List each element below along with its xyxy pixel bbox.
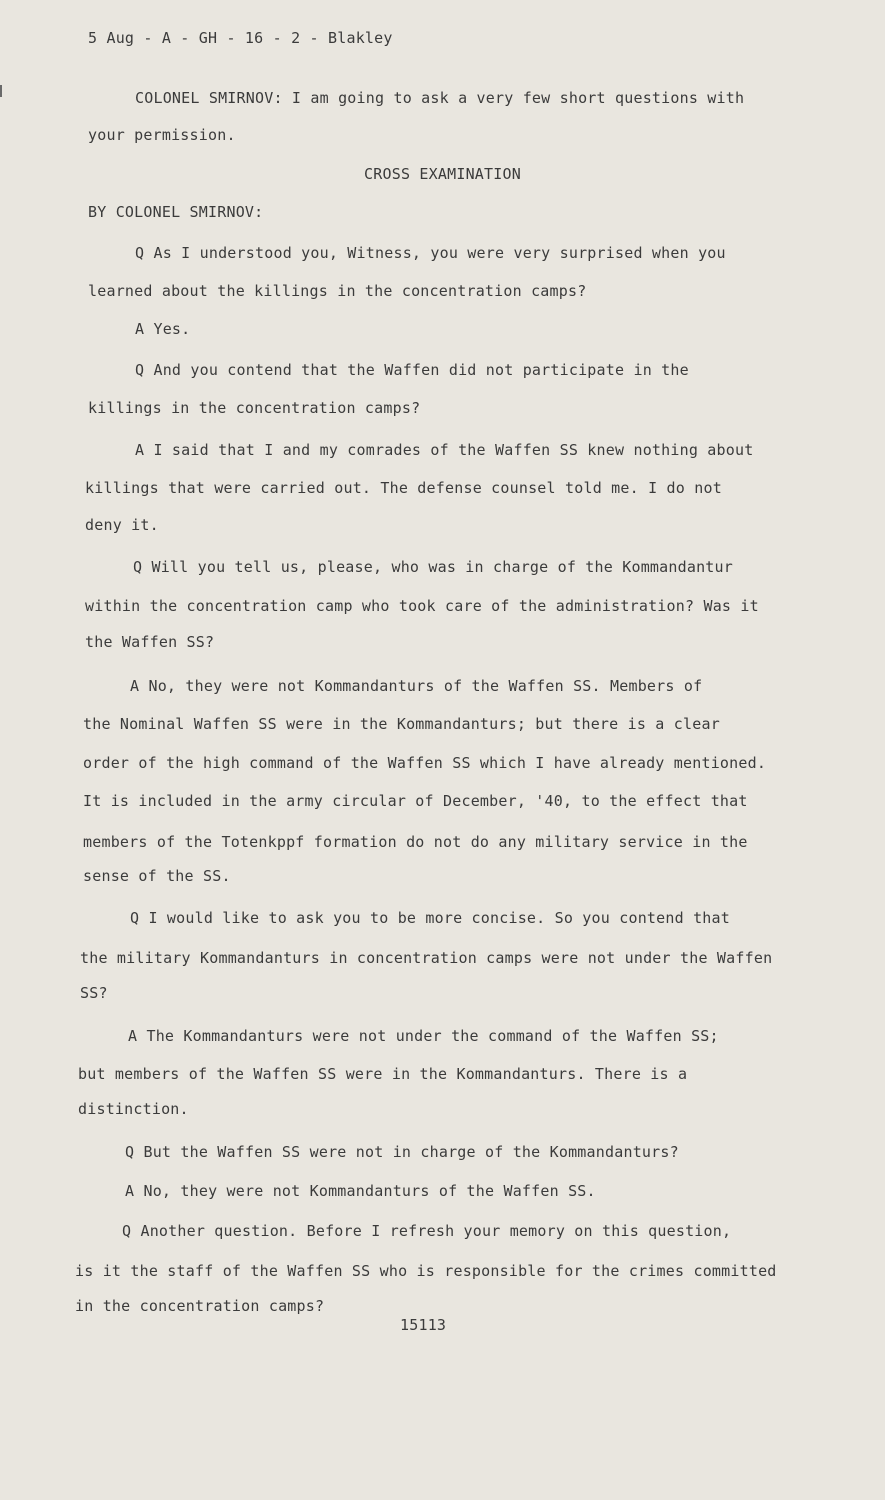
text-line: deny it. <box>85 516 159 534</box>
text-line: distinction. <box>78 1100 189 1118</box>
question-line: Q As I understood you, Witness, you were very surprised when you <box>135 244 726 262</box>
text-line: the Waffen SS? <box>85 633 215 651</box>
answer-line: A I said that I and my comrades of the Waffen SS knew nothing about <box>135 441 754 459</box>
text-line: BY COLONEL SMIRNOV: <box>88 203 264 221</box>
text-line: the Nominal Waffen SS were in the Kommandanturs; but there is a clear <box>83 715 720 733</box>
answer-line: A No, they were not Kommandanturs of the Waffen SS. Members of <box>130 677 703 695</box>
question-line: Q And you contend that the Waffen did not participate in the <box>135 361 689 379</box>
text-line: SS? <box>80 984 108 1002</box>
text-line: learned about the killings in the concentration camps? <box>88 282 587 300</box>
section-heading: CROSS EXAMINATION <box>364 165 521 183</box>
text-line: in the concentration camps? <box>75 1297 325 1315</box>
margin-mark <box>0 85 2 97</box>
page-number: 15113 <box>400 1316 447 1334</box>
answer-line: A Yes. <box>135 320 191 338</box>
question-line: Q Will you tell us, please, who was in charge of the Kommandantur <box>133 558 733 576</box>
text-line: killings that were carried out. The defense counsel told me. I do not <box>85 479 722 497</box>
text-line: members of the Totenkppf formation do not do any military service in the <box>83 833 748 851</box>
question-line: Q But the Waffen SS were not in charge of the Kommandanturs? <box>125 1143 679 1161</box>
text-line: order of the high command of the Waffen SS which I have already mentioned. <box>83 754 767 772</box>
text-line: within the concentration camp who took care of the administration? Was it <box>85 597 759 615</box>
text-line: the military Kommandanturs in concentration camps were not under the Waffen <box>80 949 773 967</box>
question-line: Q Another question. Before I refresh your memory on this question, <box>122 1222 732 1240</box>
text-line: It is included in the army circular of December, '40, to the effect that <box>83 792 748 810</box>
text-line: killings in the concentration camps? <box>88 399 421 417</box>
text-line: but members of the Waffen SS were in the Kommandanturs. There is a <box>78 1065 688 1083</box>
text-line: your permission. <box>88 126 236 144</box>
text-line: COLONEL SMIRNOV: I am going to ask a very few short questions with <box>135 89 745 107</box>
text-line: is it the staff of the Waffen SS who is responsible for the crimes committed <box>75 1262 777 1280</box>
answer-line: A No, they were not Kommandanturs of the Waffen SS. <box>125 1182 596 1200</box>
page-header: 5 Aug - A - GH - 16 - 2 - Blakley <box>88 29 393 47</box>
answer-line: A The Kommandanturs were not under the command of the Waffen SS; <box>128 1027 719 1045</box>
question-line: Q I would like to ask you to be more concise. So you contend that <box>130 909 730 927</box>
text-line: sense of the SS. <box>83 867 231 885</box>
